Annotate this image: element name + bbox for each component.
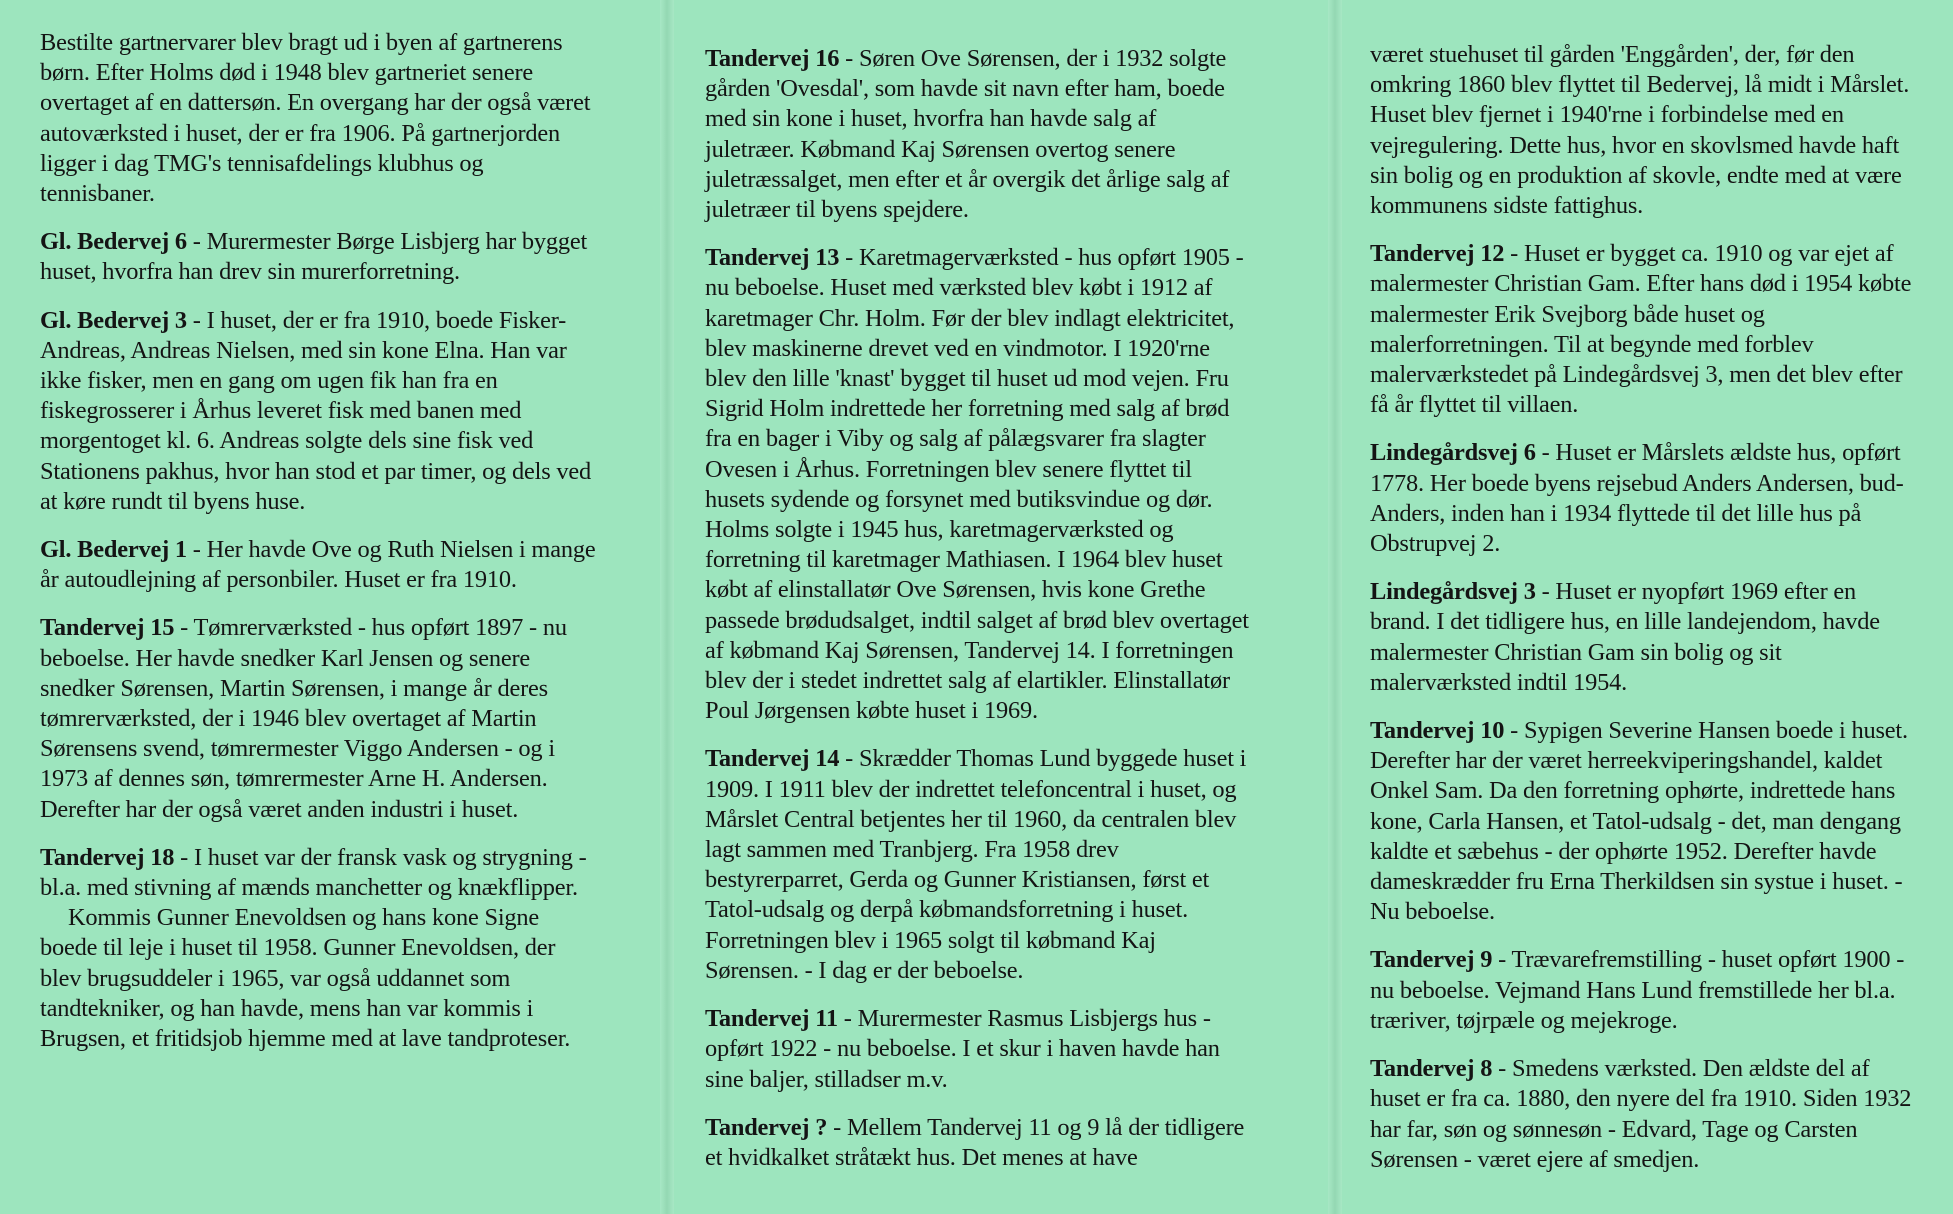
paragraph-tandervej-10: Tandervej 10 - Sypigen Severine Hansen boede i huset. Derefter har der været herreekviperingshandel, kaldet Onkel Sam. Da den forretning ophørte, indrettede hans kone, Carla Hansen, et Tatol-udsalg - det, man dengang kaldte et sæbehus - der ophørte 1952. Derefter havde dameskrædder fru Erna Therkildsen sin systue i huset. - Nu beboelse. <box>1370 717 1908 926</box>
column-3 <box>1370 0 1915 1214</box>
paragraph-tandervej-unknown: Tandervej ? - Mellem Tandervej 11 og 9 lå der tidligere et hvidkalket stråtækt hus. Det menes at have <box>705 1113 1245 1171</box>
paragraph-gl-bedervej-1: Gl. Bedervej 1 - Her havde Ove og Ruth Nielsen i mange år autoudlejning af personbiler. Huset er fra 1910. <box>40 536 596 594</box>
paragraph-tandervej-13: Tandervej 13 - Karetmagerværksted - hus opført 1905 - nu beboelse. Huset med værksted blev købt i 1912 af karetmager Chr. Holm. Før der blev indlagt elektricitet, blev maskinerne drevet ved en vindmotor. I 1920'rne blev den lille 'knast' bygget til huset ud mod vejen. Fru Sigrid Holm indrettede her forretning med salg af brød fra en bager i Viby og salg af pålægsvarer fra slagter Ovesen i Århus. Forretningen blev senere flyttet til husets sydende og forsynet med butiksvindue og dør. Holms solgte i 1945 hus, karetmagerværksted og forretning til karetmager Mathiasen. I 1964 blev huset købt af elinstallatør Ove Sørensen, hvis kone Grethe passede brødudsalget, indtil salget af brød blev overtaget af købmand Kaj Sørensen, Tandervej 14. I forretningen blev der i stedet indrettet salg af elartikler. Elinstallatør Poul Jørgensen købte huset i 1969. <box>705 244 1249 725</box>
fold-line-left <box>660 0 674 1214</box>
paragraph-tandervej-8: Tandervej 8 - Smedens værksted. Den ældste del af huset er fra ca. 1880, den nyere del fra 1910. Siden 1932 har far, søn og sønnesøn - Edvard, Tage og Carsten Sørensen - været ejere af smedjen. <box>1370 1055 1912 1173</box>
paragraph-tandervej-9: Tandervej 9 - Trævarefremstilling - huset opført 1900 - nu beboelse. Vejmand Hans Lund fremstillede her bl.a. træriver, tøjrpæle og mejekroge. <box>1370 946 1905 1034</box>
paragraph-tandervej-15: Tandervej 15 - Tømrerværksted - hus opført 1897 - nu beboelse. Her havde snedker Karl Jensen og senere snedker Sørensen, Martin Sørensen, i mange år deres tømrerværksted, der i 1946 blev overtaget af Martin Sørensens svend, tømrermester Viggo Andersen - og i 1973 af dennes søn, tømrermester Arne H. Andersen. Derefter har der også været anden industri i huset. <box>40 614 567 823</box>
paragraph-gl-bedervej-6: Gl. Bedervej 6 - Murermester Børge Lisbjerg har bygget huset, hvorfra han drev sin murerforretning. <box>40 228 588 286</box>
paragraph-tandervej-11: Tandervej 11 - Murermester Rasmus Lisbjergs hus - opført 1922 - nu beboelse. I et skur i haven havde han sine baljer, stilladser m.v. <box>705 1005 1220 1093</box>
paragraph: Bestilte gartnervarer blev bragt ud i byen af gartnerens børn. Efter Holms død i 1948 blev gartneriet senere overtaget af en dattersøn. En overgang har der også været autoværksted i huset, der er fra 1906. På gartnerjorden ligger i dag TMG's tennisafdelings klubhus og tennisbaner. <box>40 29 591 208</box>
paragraph-gl-bedervej-3: Gl. Bedervej 3 - I huset, der er fra 1910, boede Fisker-Andreas, Andreas Nielsen, med sin kone Elna. Han var ikke fisker, men en gang om ugen fik han fra en fiskegrosserer i Århus leveret fisk med banen med morgentoget kl. 6. Andreas solgte dels sine fisk ved Stationens pakhus, hvor han stod et par timer, og dels ved at køre rundt til byens huse. <box>40 306 592 515</box>
column-2 <box>705 0 1250 1214</box>
paragraph-tandervej-14: Tandervej 14 - Skrædder Thomas Lund byggede huset i 1909. I 1911 blev der indrettet telefoncentral i huset, og Mårslet Central betjentes her til 1960, da centralen blev lagt sammen med Tranbjerg. Fra 1958 drev bestyrerparret, Gerda og Gunner Kristiansen, først et Tatol-udsalg og derpå købmandsforretning i huset. Forretningen blev i 1965 solgt til købmand Kaj Sørensen. - I dag er der beboelse. <box>705 745 1247 984</box>
paragraph-tandervej-18-continued: Kommis Gunner Enevoldsen og hans kone Signe boede til leje i huset til 1958. Gunner Enevoldsen, der blev brugsuddeler i 1965, var også uddannet som tandtekniker, og han havde, mens han var kommis i Brugsen, et fritidsjob hjemme med at lave tandproteser. <box>40 904 571 1053</box>
paragraph-lindegaardsvej-3: Lindegårdsvej 3 - Huset er nyopført 1969 efter en brand. I det tidligere hus, en lille landejendom, havde malermester Christian Gam sin bolig og sit malerværksted indtil 1954. <box>1370 578 1880 696</box>
fold-line-right <box>1328 0 1342 1214</box>
column-1 <box>40 0 600 1214</box>
paragraph-lindegaardsvej-6: Lindegårdsvej 6 - Huset er Mårslets ældste hus, opført 1778. Her boede byens rejsebud Anders Andersen, bud-Anders, inden han i 1934 flyttede til det lille hus på Obstrupvej 2. <box>1370 439 1904 558</box>
paragraph-tandervej-18: Tandervej 18 - I huset var der fransk vask og strygning - bl.a. med stivning af mænds manchetter og knækflipper. <box>40 843 587 902</box>
paragraph-enggaarden-continued: været stuehuset til gården 'Enggården', der, før den omkring 1860 blev flyttet til Bedervej, lå midt i Mårslet. Huset blev fjernet i 1940'rne i forbindelse med en vejregulering. Dette hus, hvor en skovlsmed havde haft sin bolig og en produktion af skovle, endte med at være kommunens sidste fattighus. <box>1370 41 1910 220</box>
paragraph-tandervej-16: Tandervej 16 - Søren Ove Sørensen, der i 1932 solgte gården 'Ovesdal', som havde sit navn efter ham, boede med sin kone i huset, hvorfra han havde salg af juletræer. Købmand Kaj Sørensen overtog senere juletræssalget, men efter et år overgik det årlige salg af juletræer til byens spejdere. <box>705 45 1230 224</box>
paragraph-tandervej-12: Tandervej 12 - Huset er bygget ca. 1910 og var ejet af malermester Christian Gam. Efter hans død i 1954 købte malermester Erik Svejborg både huset og malerforretningen. Til at begynde med forblev malerværkstedet på Lindegårdsvej 3, men det blev efter få år flyttet til villaen. <box>1370 240 1912 419</box>
